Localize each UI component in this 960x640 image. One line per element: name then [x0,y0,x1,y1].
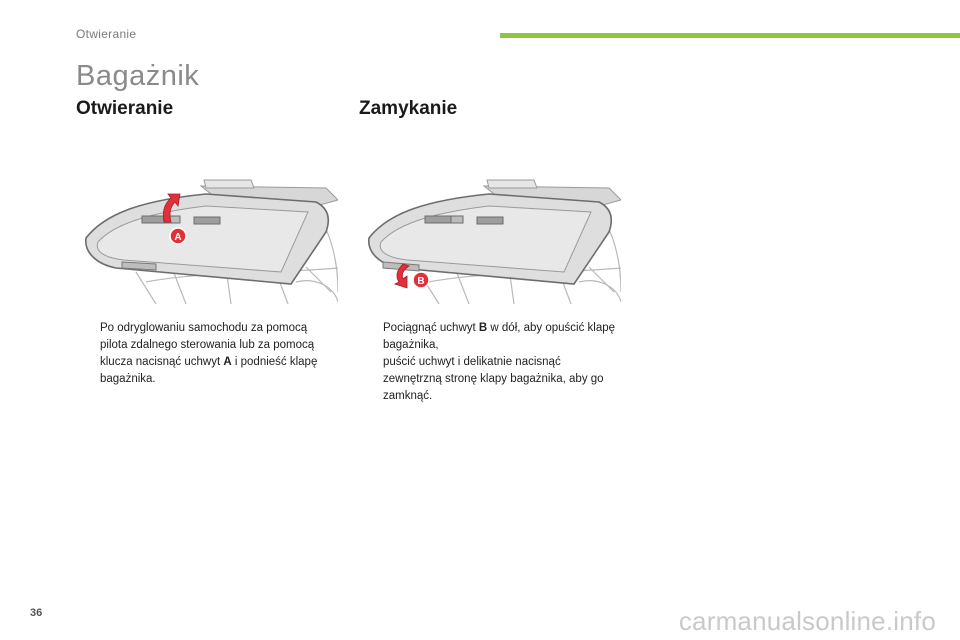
bullet-item [76,320,336,388]
section-heading-opening: Otwieranie [76,98,174,119]
callout-a-label: A [174,232,182,243]
trunk-opening-illustration [76,172,338,308]
bullet-text: Po odryglowaniu samochodu za pomocą pilota zdalnego sterowania lub za pomocą klucza nacisnąć uchwyt A i podnieść klapę bagażnika. [100,322,318,385]
section-heading-closing: Zamykanie [359,98,458,119]
callout-reference: A [223,356,232,368]
bullet-item [359,320,619,354]
page-number: 36 [30,607,43,619]
header-accent-bar [500,33,960,38]
bullet-item [359,354,619,405]
page-title: Bagażnik [76,60,200,92]
bullet-text: puścić uchwyt i delikatnie nacisnąć zewnętrzną stronę klapy bagażnika, aby go zamknąć. [383,356,604,402]
callout-reference: B [478,322,488,334]
bullet-text: Pociągnąć uchwyt B w dół, aby opuścić klapę bagażnika, [383,322,616,351]
opening-instructions [76,320,336,388]
closing-instructions [359,320,619,405]
callout-b-label: B [417,276,425,287]
watermark: carmanualsonline.info [678,606,936,636]
trunk-closing-illustration [359,172,621,308]
header-section-label: Otwieranie [76,27,137,41]
